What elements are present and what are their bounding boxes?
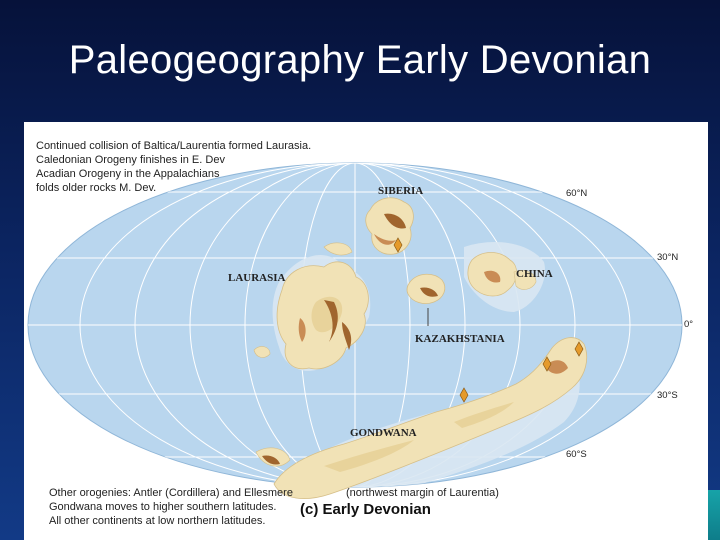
decorative-strip xyxy=(708,490,720,540)
label-gondwana: GONDWANA xyxy=(350,427,417,439)
latitude-label-equator: 0° xyxy=(684,319,694,330)
latitude-label-30s: 30°S xyxy=(657,390,678,401)
bottom-note-line: Other orogenies: Antler (Cordillera) and Ellesmere xyxy=(49,487,293,499)
bottom-note-line: All other continents at low northern latitudes. xyxy=(49,515,266,527)
latitude-label-60n: 60°N xyxy=(566,188,588,199)
label-laurasia: LAURASIA xyxy=(228,272,286,284)
top-notes xyxy=(36,139,311,195)
top-note-line: Caledonian Orogeny finishes in E. Dev xyxy=(36,154,225,166)
slide-title: Paleogeography Early Devonian xyxy=(68,38,652,82)
top-note-line: Continued collision of Baltica/Laurentia formed Laurasia. xyxy=(36,140,312,152)
map-caption: (c) Early Devonian xyxy=(300,501,431,518)
label-china: CHINA xyxy=(516,268,553,280)
northwest-note: (northwest margin of Laurentia) xyxy=(346,487,499,499)
bottom-notes xyxy=(49,486,293,528)
top-note-line: Acadian Orogeny in the Appalachians xyxy=(36,168,220,180)
latitude-label-30n: 30°N xyxy=(657,252,679,263)
latitude-label-60s: 60°S xyxy=(566,449,587,460)
bottom-note-line: Gondwana moves to higher southern latitudes. xyxy=(49,501,277,513)
map-panel xyxy=(24,122,708,540)
top-note-line: folds older rocks M. Dev. xyxy=(36,182,157,194)
label-kazakhstania: KAZAKHSTANIA xyxy=(415,333,505,345)
label-siberia: SIBERIA xyxy=(378,185,424,197)
